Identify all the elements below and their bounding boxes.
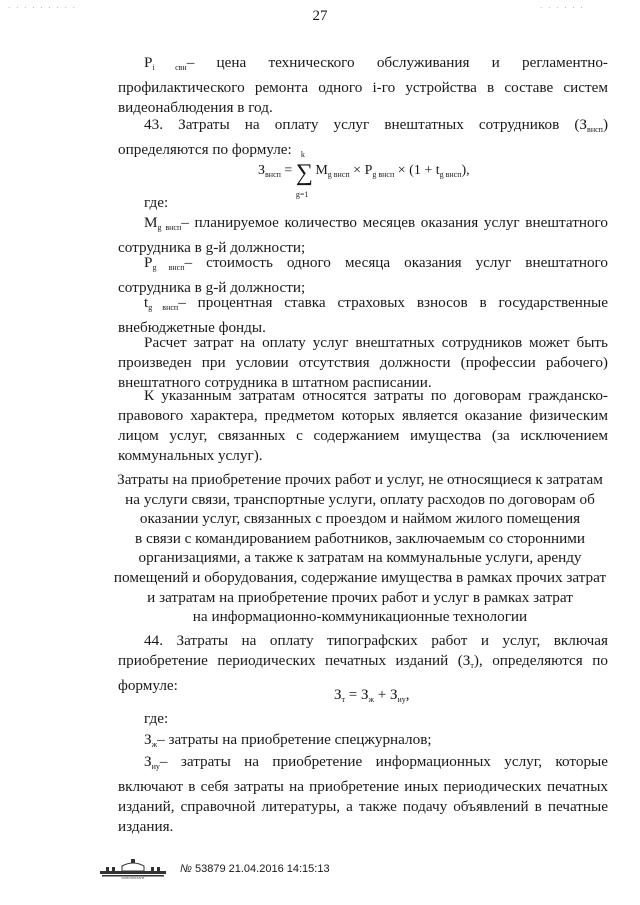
- definition-line: сотрудника в g-й должности;: [118, 279, 306, 296]
- page-number: 27: [312, 8, 328, 24]
- definition-line: $P_{i свн}-$ цена технического обслуживания и регламентно-: [144, 54, 608, 72]
- definition-line: $t_{g внсп}-$ процентная ставка страховых взносов в государственные: [144, 294, 608, 312]
- formula-43: $З_{внсп}$ = k ∑ g=1 $M_{g внсп} \times P_{g внсп} \times (1 + t_{g внсп})$,: [258, 150, 470, 199]
- paragraph-calculation: Расчет затрат на оплату услуг внештатных сотрудников может быть произведен при условии отсутствия должности (профессии рабочего) внештатного сотрудника в штатном расписании.: [118, 334, 608, 391]
- definition-line: $P_{g внсп}-$ стоимость одного месяца оказания услуг внештатного: [144, 254, 608, 272]
- definition-line: видеонаблюдения в год.: [118, 99, 273, 116]
- sum-symbol: k ∑ g=1: [295, 150, 313, 199]
- definition-iu: $З_{иу}-$ затраты на приобретение информационных услуг, которые включают в себя затраты на приобретение иных периодических печатных изданий, справочной литературы, а также подачу объявлений в печатные издания.: [118, 753, 608, 835]
- definition-line: внебюджетные фонды.: [118, 319, 266, 336]
- formula-44: $З_т = З_ж + З_{иу}$,: [334, 687, 410, 704]
- definition-zh: $З_ж-$ затраты на приобретение спецжурналов;: [144, 731, 432, 749]
- item-43: [118, 115, 608, 160]
- item-44-line: приобретение периодических печатных изданий $(З_т)$, определяются по: [118, 652, 608, 670]
- definition-p-svn: [118, 53, 608, 118]
- stamp-text: КОНСУЛЬТАНТ: [121, 876, 145, 879]
- item-44: 44. Затраты на оплату типографских работ и услуг, включая приобретение периодических печатных изданий $(З_т)$, определяются по формуле:: [118, 632, 608, 694]
- definition-p: [118, 253, 608, 298]
- definition-m: [118, 213, 608, 258]
- definition-line: сотрудника в g-й должности;: [118, 239, 306, 256]
- section-heading: Затраты на приобретение прочих работ и услуг, не относящиеся к затратам на услуги связи, транспортные услуги, оплату расходов по договорам об оказании услуг, связанных с проездом и наймом жилого помещения в связи с командированием работников, заключаемым со сторонними организациями, а также к затратам на коммунальные услуги, аренду помещений и оборудования, содержание имущества в рамках прочих затрат и затратам на приобретение прочих работ и услуг в рамках затрат на информационно-коммуникационные технологии: [113, 471, 607, 626]
- item-43-line: определяются по формуле:: [118, 141, 292, 158]
- paragraph-costs: К указанным затратам относятся затраты по договорам гражданско- правового характера, предметом которых является оказание физическим лицом услуг, связанных с содержанием имущества (за исключением коммунальных услуг).: [118, 387, 608, 464]
- footer-document-id: № 53879 21.04.2016 14:15:13: [180, 863, 330, 875]
- where-label: где:: [144, 194, 169, 211]
- definition-line: $M_{g внсп}-$ планируемое количество месяцев оказания услуг внештатного: [144, 214, 609, 232]
- consultant-logo-icon: [100, 859, 166, 879]
- item-43-line: 43. Затраты на оплату услуг внештатных сотрудников $(З_{внсп})$: [144, 116, 608, 134]
- scan-artifact: · · · · · · · · ·: [8, 4, 77, 12]
- footer: [100, 858, 330, 880]
- scan-artifact: · · · · · ·: [540, 4, 585, 12]
- definition-t: [118, 293, 608, 338]
- where-label: где:: [144, 710, 169, 727]
- definition-line: профилактического ремонта одного i-го устройства в составе систем: [118, 79, 608, 96]
